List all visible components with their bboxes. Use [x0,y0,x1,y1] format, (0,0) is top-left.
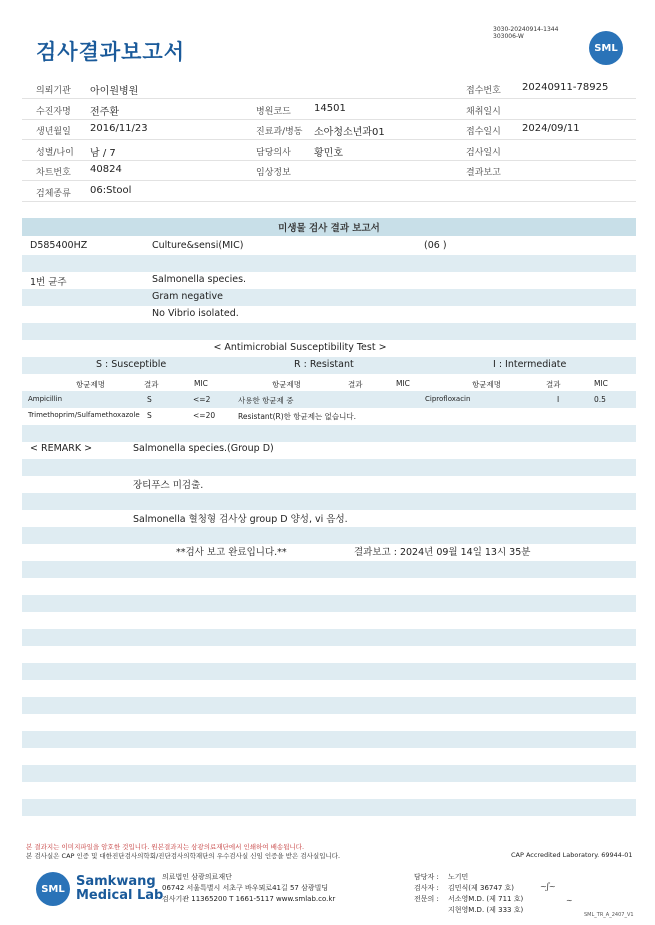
staff-entry [414,872,523,883]
info-value: 40824 [90,164,122,175]
info-label: 수진자명 [36,106,71,117]
band-stripe [22,595,636,612]
band-stripe [22,255,636,272]
remark-line: 장티푸스 미검출. [133,480,204,491]
band-stripe [22,527,636,544]
completion-text: **검사 보고 완료입니다.** [176,547,287,558]
info-label: 결과보고 [466,168,501,178]
staff-entry [414,883,523,894]
ast-col-header: 결과 [144,380,159,389]
info-label: 의뢰기관 [36,86,71,96]
staff-list [414,872,523,916]
info-row [22,161,636,181]
staff-label: 담당자 : [414,873,439,881]
ast-col-header: 결과 [348,380,363,389]
band-stripe [22,629,636,646]
ast-col-header: 항균제명 [76,380,105,389]
cap-accreditation: CAP Accredited Laboratory. 69944-01 [511,851,633,859]
test-number: (06 ) [424,240,447,251]
legend-susceptible: S : Susceptible [96,359,167,370]
info-value: 황민호 [314,147,343,159]
band-stripe [22,493,636,510]
info-label: 임상정보 [256,168,291,178]
info-value: 소아청소년과01 [314,127,385,138]
staff-label: 전문의 : [414,895,439,903]
band-stripe [22,697,636,714]
ast-cell: Trimethoprim/Sulfamethoxazole [28,411,140,419]
info-value: 전주환 [90,106,119,118]
staff-value: 서소영M.D. (제 711 호) [448,895,524,903]
info-label: 검사일시 [466,147,501,158]
legend-intermediate: I : Intermediate [493,359,567,370]
staff-value: 김민식(제 36747 호) [448,884,514,892]
info-row [22,120,636,140]
ast-cell: I [557,395,560,404]
ast-col-header: 항균제명 [472,380,501,389]
ast-title: < Antimicrobial Susceptibility Test > [213,342,387,353]
page-title: 검사결과보고서 [36,40,186,64]
info-label: 성별/나이 [36,147,74,158]
document-code: 3030-20240914-1344 303006-W [493,26,559,40]
staff-value: 지현영M.D. (제 333 호) [448,906,524,914]
band-stripe [22,731,636,748]
organism-line: No Vibrio isolated. [152,308,239,319]
staff-entry [414,905,523,916]
band-stripe [22,561,636,578]
info-label: 진료과/병동 [256,127,303,137]
info-label: 채취일시 [466,106,501,117]
lab-name: Samkwang Medical Lab [76,874,164,903]
info-value: 06:Stool [90,184,132,196]
ast-cell: Ampicillin [28,395,63,403]
info-value: 남 / 7 [90,147,116,159]
info-row [22,100,636,120]
info-label: 차트번호 [36,168,71,178]
ast-col-header: MIC [396,379,410,388]
ast-cell: <=20 [193,411,216,420]
info-row [22,141,636,161]
lab-address: 의료법인 삼광의료재단 06742 서울특별시 서초구 바우뫼로41길 57 삼광빌딩 검사기관 11365200 T 1661-5117 www.smlab.co.kr [162,873,336,903]
signature-mark: ∼ [566,896,573,905]
signature-mark: ~ʃ~ [540,882,556,891]
sml-logo: SML [589,31,623,65]
info-value: 14501 [314,102,346,114]
sml-footer-logo: SML [36,872,70,906]
info-row [22,182,636,202]
remark-line: Salmonella 혈청형 검사상 group D 양성, vi 음성. [133,514,348,525]
staff-label: 검사자 : [414,884,439,892]
ast-cell: S [147,411,152,420]
ast-col-header: MIC [594,379,608,388]
info-value: 20240911-78925 [522,82,609,93]
organism-line: Salmonella species. [152,274,247,285]
band-stripe [22,663,636,680]
footer-note: 본 검사실은 CAP 인증 및 대한진단검사의학회/진단검사의학재단의 우수검사실 신임 인증을 받은 검사실입니다. [26,852,341,860]
info-label: 접수번호 [466,86,501,96]
ast-cell: S [147,395,152,404]
info-label: 검체종류 [36,188,71,199]
ast-cell: Resistant(R)한 항균제는 없습니다. [238,412,357,421]
report-time: 결과보고 : 2024년 09월 14일 13시 35분 [354,547,531,558]
ast-col-header: 결과 [546,380,561,389]
info-label: 생년월일 [36,127,71,137]
remark-label: < REMARK > [30,443,93,454]
info-value: 2024/09/11 [522,123,580,134]
ast-cell: 사용한 항균제 중 [238,396,294,405]
organism-label: 1번 균주 [30,277,67,288]
report-title: 미생물 검사 결과 보고서 [278,223,380,234]
info-value: 아이원병원 [90,86,139,97]
test-code: D585400HZ [30,240,88,251]
legend-resistant: R : Resistant [294,359,354,370]
band-stripe [22,799,636,816]
band-stripe [22,289,636,306]
band-stripe [22,459,636,476]
form-code: SML_TR_A_2407_V1 [584,912,634,918]
info-label: 병원코드 [256,106,291,117]
band-stripe [22,425,636,442]
ast-cell: Ciprofloxacin [425,395,471,403]
ast-cell: 0.5 [594,395,606,404]
info-label: 담당의사 [256,147,291,158]
organism-line: Gram negative [152,291,223,302]
band-stripe [22,391,636,408]
ast-cell: <=2 [193,395,211,404]
ast-col-header: 항균제명 [272,380,301,389]
band-stripe [22,323,636,340]
info-row [22,79,636,99]
staff-entry [414,894,523,905]
test-name: Culture&sensi(MIC) [152,240,244,251]
staff-value: 노기민 [448,873,469,881]
info-label: 접수일시 [466,127,501,137]
info-value: 2016/11/23 [90,123,148,134]
footer-note: 본 결과지는 이미지파일을 암호한 것입니다. 원본결과지는 삼광의료재단에서 인쇄하여 배송됩니다. [26,843,305,851]
band-stripe [22,765,636,782]
remark-line: Salmonella species.(Group D) [133,443,274,454]
ast-col-header: MIC [194,379,208,388]
